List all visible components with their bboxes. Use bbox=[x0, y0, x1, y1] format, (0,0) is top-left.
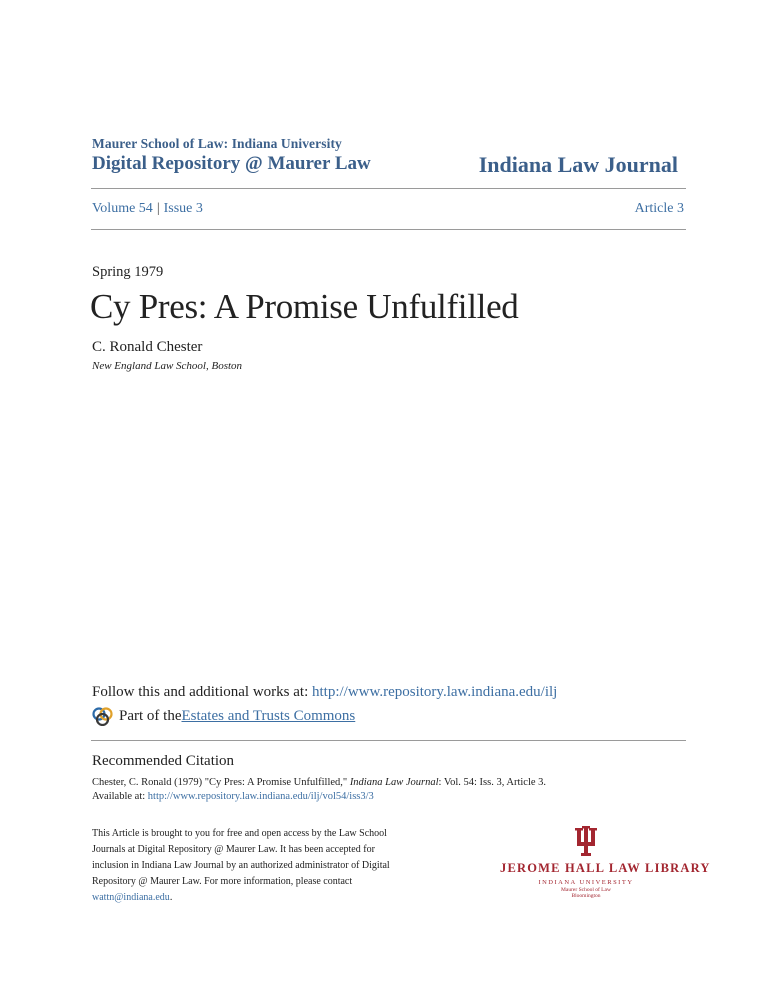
notice-period: . bbox=[169, 892, 173, 903]
volume-issue-separator: | bbox=[156, 201, 160, 216]
citation-journal: Indiana Law Journal bbox=[349, 777, 439, 788]
repository-header bbox=[92, 136, 371, 175]
library-location: Bloomington bbox=[571, 893, 601, 899]
citation-heading: Recommended Citation bbox=[92, 753, 235, 769]
citation-line bbox=[92, 776, 546, 790]
issue-link[interactable]: Issue 3 bbox=[163, 201, 203, 216]
article-title: Cy Pres: A Promise Unfulfilled bbox=[90, 287, 519, 326]
part-of-line bbox=[92, 707, 355, 726]
follow-url-link[interactable]: http://www.repository.law.indiana.edu/ilj bbox=[311, 684, 558, 700]
network-commons-icon bbox=[92, 707, 113, 726]
divider-middle bbox=[91, 229, 686, 230]
publication-date: Spring 1979 bbox=[92, 264, 164, 280]
citation-block bbox=[92, 776, 546, 804]
article-number-link[interactable]: Article 3 bbox=[634, 201, 684, 216]
access-notice bbox=[92, 826, 412, 906]
volume-link[interactable]: Volume 54 bbox=[92, 201, 153, 216]
follow-prefix: Follow this and additional works at: bbox=[92, 684, 312, 700]
estates-trusts-commons-link[interactable]: Estates and Trusts Commons bbox=[181, 708, 356, 724]
divider-bottom bbox=[91, 740, 686, 741]
repository-name: Digital Repository @ Maurer Law bbox=[92, 153, 371, 174]
iu-trident-icon bbox=[575, 826, 597, 856]
author-affiliation: New England Law School, Boston bbox=[92, 360, 243, 372]
follow-line bbox=[92, 684, 557, 701]
citation-url-link[interactable]: http://www.repository.law.indiana.edu/ilj/vol54/iss3/3 bbox=[147, 791, 374, 802]
repository-institution: Maurer School of Law: Indiana University bbox=[92, 136, 342, 151]
divider-top bbox=[91, 188, 686, 189]
citation-available-prefix: Available at: bbox=[92, 791, 148, 802]
citation-prefix: Chester, C. Ronald (1979) "Cy Pres: A Promise Unfulfilled," bbox=[92, 777, 350, 788]
journal-name: Indiana Law Journal bbox=[478, 152, 678, 177]
library-logo bbox=[500, 826, 711, 899]
volume-issue-line bbox=[92, 201, 203, 217]
author-name: C. Ronald Chester bbox=[92, 339, 203, 355]
part-prefix: Part of the bbox=[119, 708, 182, 724]
library-school: Maurer School of Law bbox=[561, 887, 611, 893]
library-name: JEROME HALL LAW LIBRARY bbox=[500, 861, 711, 875]
notice-text: This Article is brought to you for free and open access by the Law School Journals at Digital Repository @ Maurer Law. It has been accepted for inclusion in Indiana Law Journal by an authorized administrator of Digital Repository @ Maurer Law. For more information, please contact bbox=[92, 828, 390, 887]
library-university: INDIANA UNIVERSITY bbox=[538, 879, 634, 886]
citation-available-line bbox=[92, 790, 546, 804]
contact-email-link[interactable]: wattn@indiana.edu bbox=[92, 892, 170, 903]
citation-suffix: : Vol. 54: Iss. 3, Article 3. bbox=[438, 777, 547, 788]
